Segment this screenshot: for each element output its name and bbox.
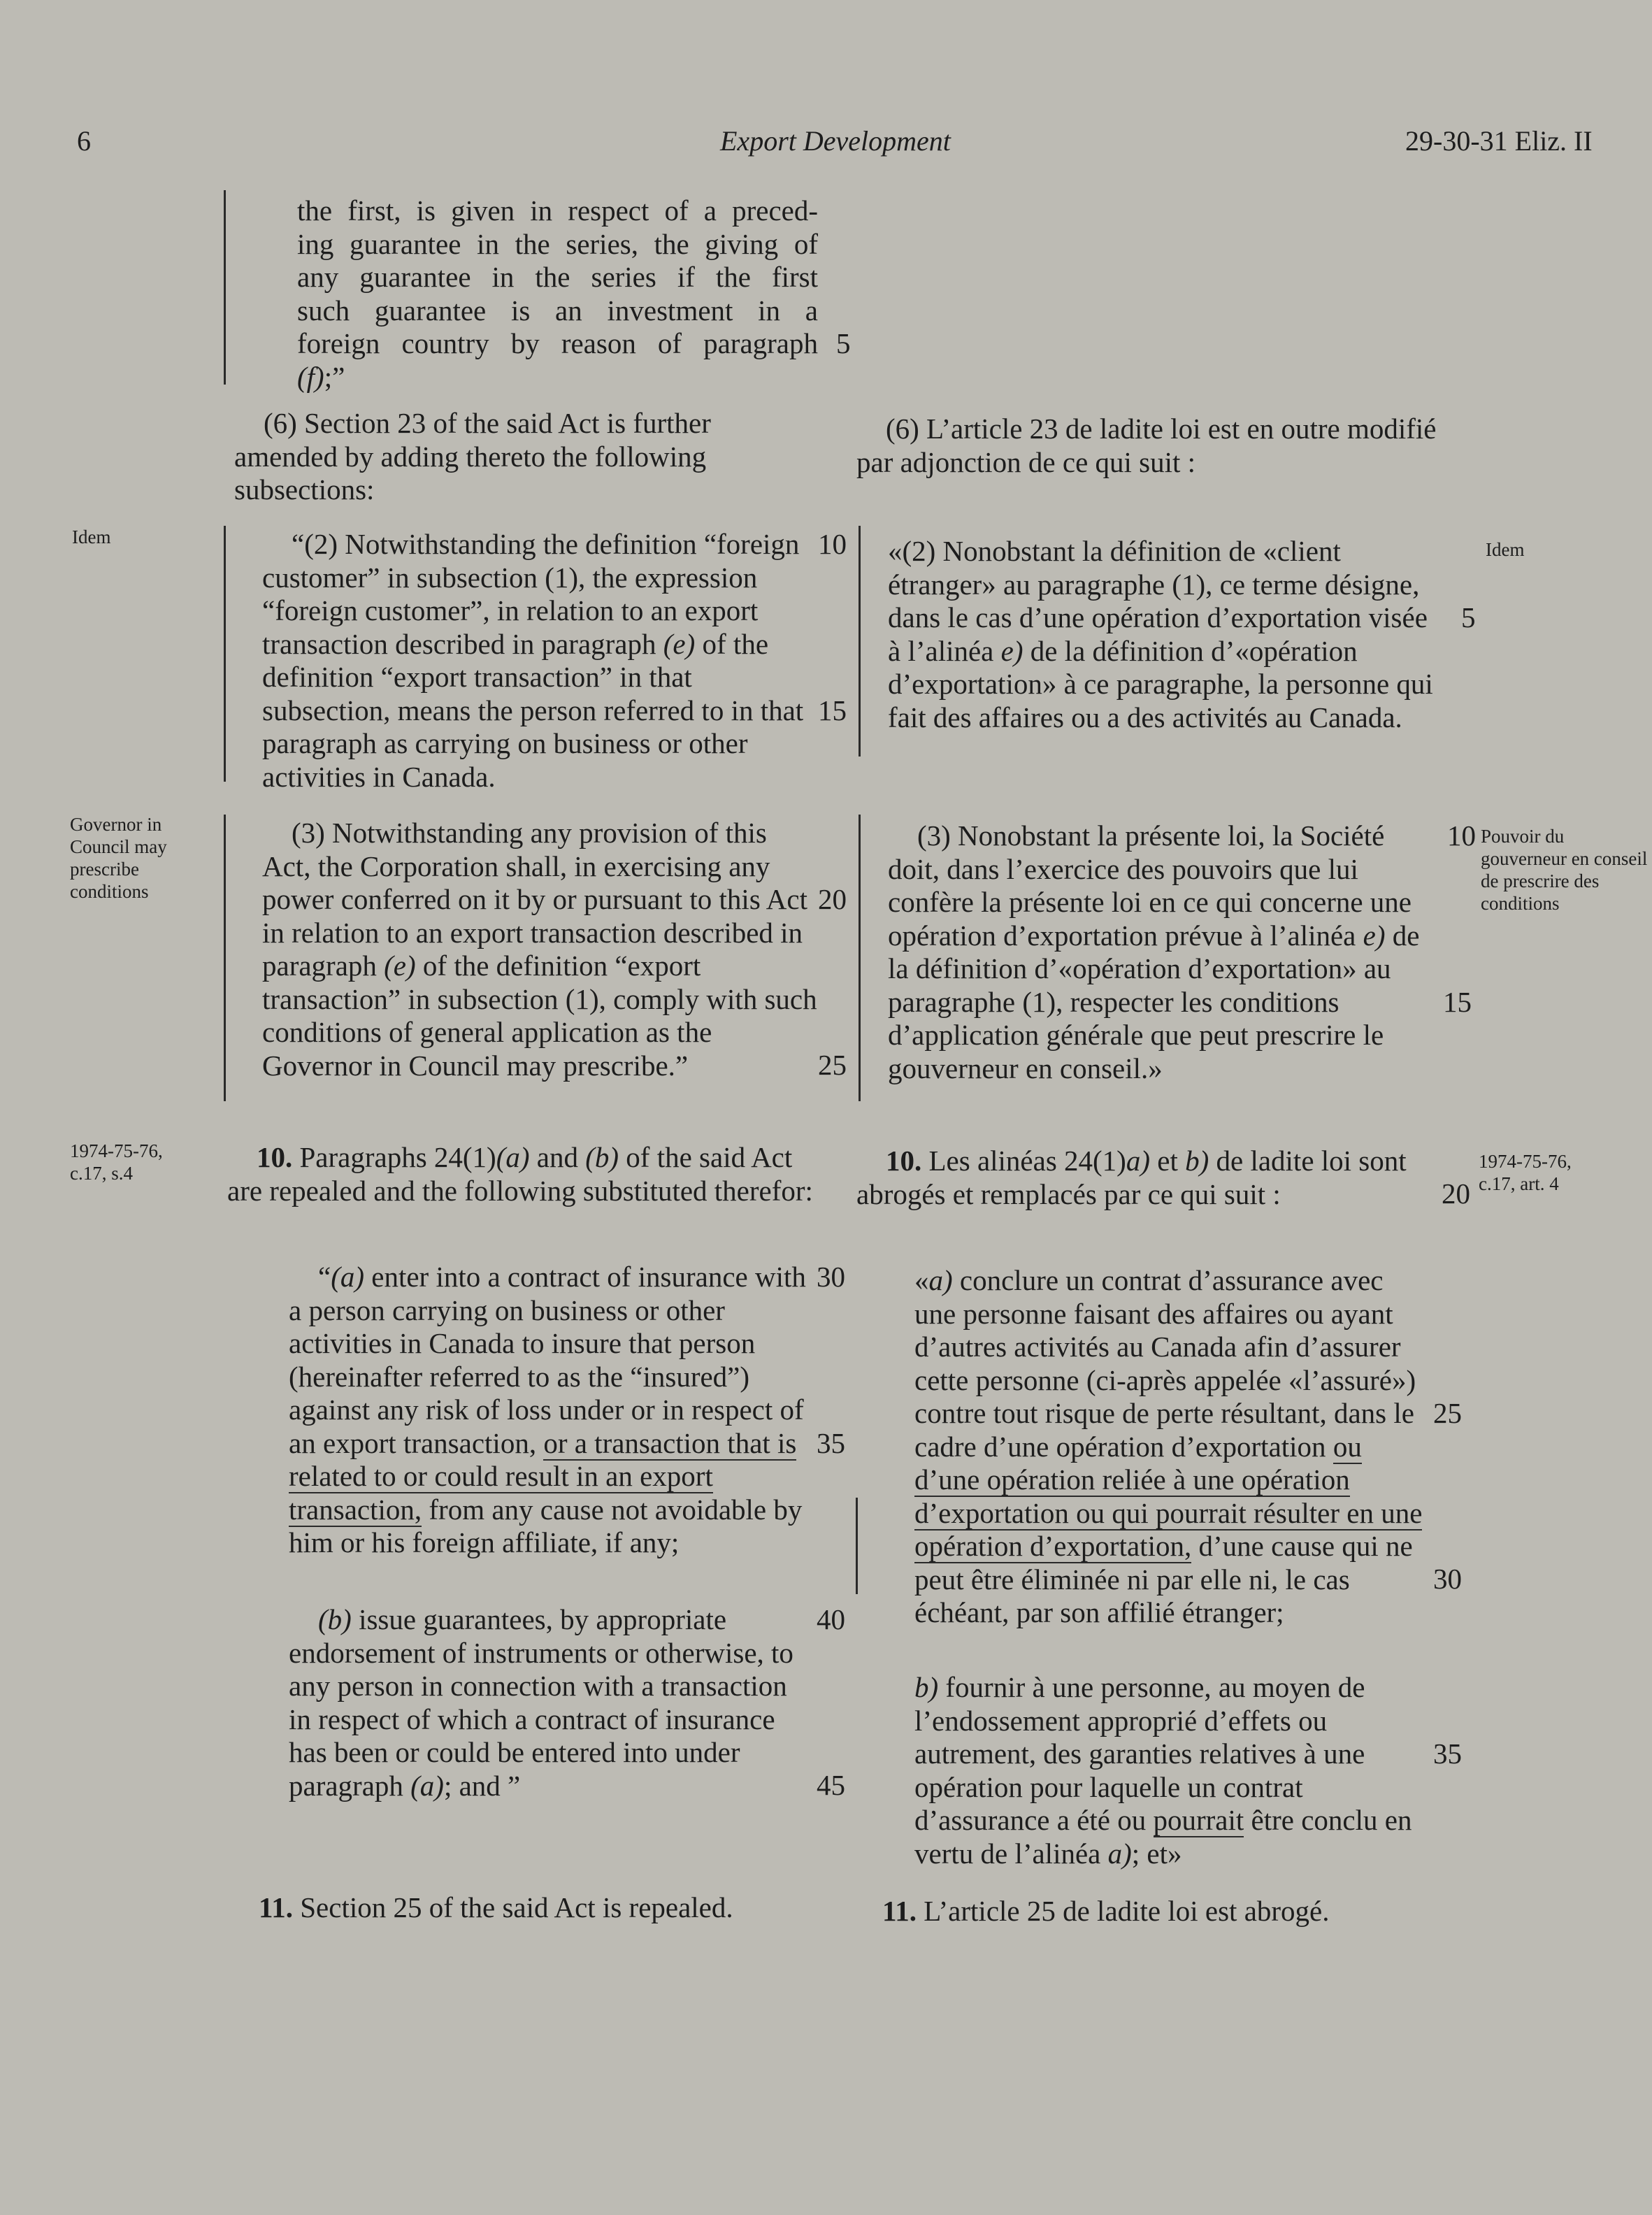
- line-number: 40: [817, 1603, 845, 1635]
- french-paragraph-b: b) fournir à une personne, au moyen de l’endossement approprié d’effets ou autrement, des garanties relatives à une opération pour laquelle un contrat d’assurance a été ou pourrait être conclu en vertu de l’alinéa a); et»: [914, 1671, 1412, 1870]
- change-bar: [224, 815, 226, 1101]
- line-number: 20: [818, 883, 847, 915]
- english-subsection-2: “(2) Notwithstanding the definition “foreign customer” in subsection (1), the expression “foreign customer”, in relation to an export transaction described in paragraph (e) of the definition “export transaction” in that subsection, means the person referred to in that paragraph as carrying on business or other activities in Canada.: [262, 528, 804, 793]
- line-number: 30: [817, 1261, 845, 1293]
- margin-note-idem-fr: Idem: [1486, 539, 1525, 560]
- statute-reference: 29-30-31 Eliz. II: [1405, 125, 1593, 157]
- margin-note-idem: Idem: [72, 526, 111, 547]
- english-section-6: (6) Section 23 of the said Act is further amended by adding thereto the following subsections:: [234, 407, 711, 506]
- running-title: Export Development: [720, 125, 951, 157]
- french-subsection-2: «(2) Nonobstant la définition de «client étranger» au paragraphe (1), ce terme désigne, dans le cas d’une opération d’exportation visée à l’alinéa e) de la définition d’«opération d’exportation» à ce paragraphe, la personne qui fait des affaires ou a des activités au Canada.: [888, 535, 1433, 733]
- english-subsection-3: (3) Notwithstanding any provision of this Act, the Corporation shall, in exercising any power conferred on it by or pursuant to this Act in relation to an export transaction described in paragraph (e) of the definition “export transaction” in subsection (1), comply with such conditions of general application as the Governor in Council may prescribe.”: [262, 817, 817, 1082]
- line-number: 30: [1433, 1563, 1462, 1595]
- french-paragraph-a: «a) conclure un contrat d’assurance avec une personne faisant des affaires ou ayant d’autres activités au Canada afin d’assurer cette personne (ci-après appelée «l’assuré») contre tout risque de perte résultant, dans le cadre d’une opération d’exportation ou d’une opération reliée à une opération d’exportation ou qui pourrait résulter en une opération d’exportation, d’une cause qui ne peut être éliminée ni par elle ni, le cas échéant, par son affilié étranger;: [914, 1264, 1423, 1628]
- line-number: 35: [1433, 1737, 1462, 1770]
- line-number: 10: [1447, 819, 1476, 852]
- margin-note-citation-fr: 1974-75-76, c.17, art. 4: [1479, 1151, 1572, 1194]
- line-number: 15: [1443, 986, 1472, 1018]
- change-bar: [856, 1498, 858, 1594]
- english-paragraph-a: “(a) enter into a contract of insurance with a person carrying on business or other activities in Canada to insure that person (hereinafter referred to as the “insured”) against any risk of loss under or in respect of an export transaction, or a transaction that is related to or could result in an export transaction, from any cause not avoidable by him or his foreign affiliate, if any;: [289, 1261, 806, 1558]
- line-number: 5: [1461, 601, 1476, 633]
- french-section-11: 11. L’article 25 de ladite loi est abrogé.: [882, 1895, 1330, 1927]
- page-number: 6: [77, 125, 91, 157]
- margin-note-citation: 1974-75-76, c.17, s.4: [70, 1140, 163, 1184]
- english-continuation: the first, is given in respect of a preced- ing guarantee in the series, the giving of any guarantee in the series if the first such guarantee is an investment in a foreign country by reason of paragraph (f);”: [297, 194, 818, 393]
- english-section-10: 10. Paragraphs 24(1)(a) and (b) of the said Act are repealed and the following substituted therefor:: [227, 1141, 813, 1207]
- change-bar: [859, 526, 861, 757]
- line-number: 25: [1433, 1397, 1462, 1429]
- english-section-11: 11. Section 25 of the said Act is repealed.: [259, 1891, 733, 1923]
- line-number: 20: [1442, 1177, 1470, 1210]
- change-bar: [224, 190, 226, 385]
- margin-note-pouvoir: Pouvoir du gouverneur en conseil de prescrire des conditions: [1481, 826, 1648, 914]
- english-paragraph-b: (b) issue guarantees, by appropriate endorsement of instruments or otherwise, to any person in connection with a transaction in respect of which a contract of insurance has been or could be entered into under paragraph (a); and ”: [289, 1603, 793, 1802]
- line-number: 5: [836, 327, 851, 359]
- french-section-10: 10. Les alinéas 24(1)a) et b) de ladite loi sont abrogés et remplacés par ce qui suit :: [856, 1145, 1407, 1210]
- change-bar: [859, 815, 861, 1101]
- line-number: 15: [818, 694, 847, 726]
- change-bar: [224, 526, 226, 782]
- line-number: 45: [817, 1769, 845, 1801]
- margin-note-governor: Governor in Council may prescribe conditions: [70, 814, 167, 902]
- line-number: 35: [817, 1427, 845, 1459]
- french-section-6: (6) L’article 23 de ladite loi est en outre modifié par adjonction de ce qui suit :: [856, 413, 1437, 478]
- line-number: 25: [818, 1049, 847, 1081]
- line-number: 10: [818, 528, 847, 560]
- french-subsection-3: (3) Nonobstant la présente loi, la Société doit, dans l’exercice des pouvoirs que lui confère la présente loi en ce qui concerne une opération d’exportation prévue à l’alinéa e) de la définition d’«opération d’exportation» au paragraphe (1), respecter les conditions d’application générale que peut prescrire le gouverneur en conseil.»: [888, 819, 1420, 1084]
